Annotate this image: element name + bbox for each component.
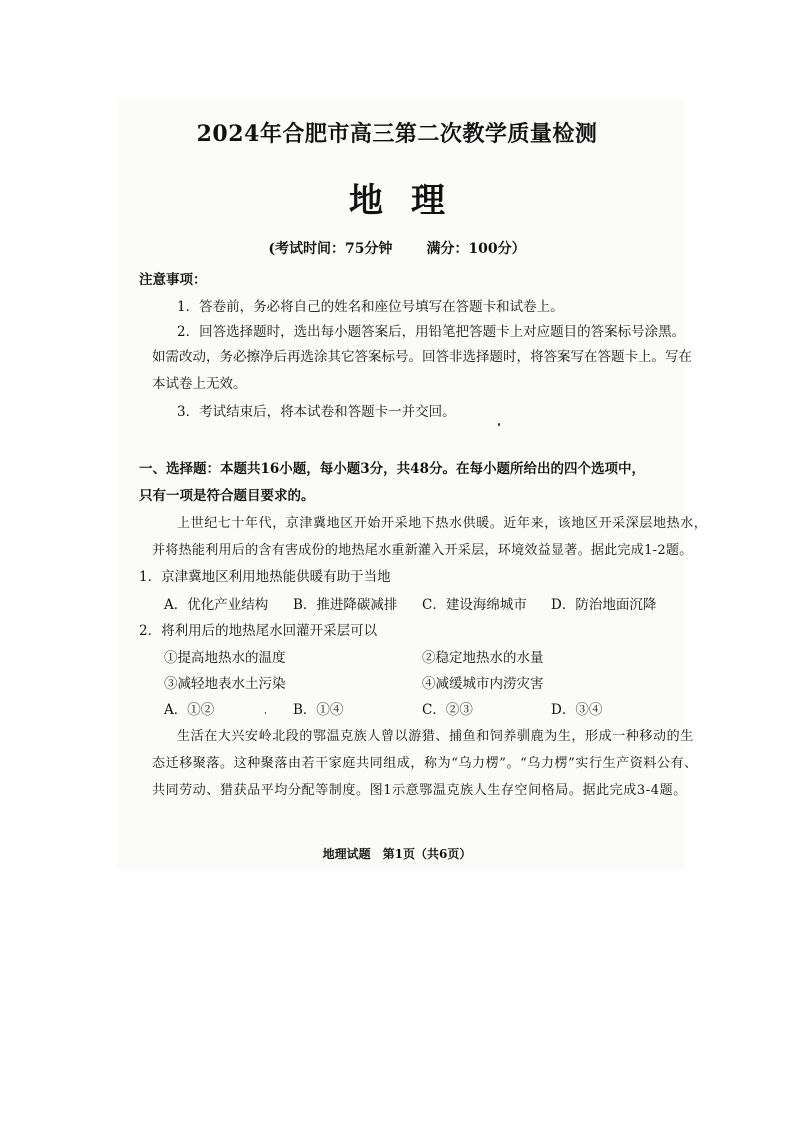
notes-heading: 注意事项： [139, 272, 207, 288]
passage-1-line-1: 上世纪七十年代，京津冀地区开始开采地下热水供暖。近年来，该地区开采深层地热水， [177, 516, 708, 531]
question-1-option-a: A．优化产业结构 [164, 597, 269, 613]
passage-2-line-1: 生活在大兴安岭北段的鄂温克族人曾以游猎、捕鱼和饲养驯鹿为生，形成一种移动的生 [177, 729, 694, 744]
question-2-statement-3: ③减轻地表水土污染 [164, 676, 286, 692]
question-1-stem: 1．京津冀地区利用地热能供暖有助于当地 [139, 569, 391, 585]
passage-2-line-2: 态迁移聚落。这种聚落由若干家庭共同组成，称为“乌力楞”。“乌力楞”实行生产资料公有、 [152, 756, 698, 771]
question-2-option-a: A．①② [164, 702, 215, 718]
passage-2-line-3: 共同劳动、猎获品平均分配等制度。图1示意鄂温克族人生存空间格局。据此完成3-4题。 [152, 783, 687, 798]
section-1-heading-line-1: 一、选择题：本题共16小题，每小题3分，共48分。在每小题所给出的四个选项中， [139, 461, 645, 477]
note-item-2-line-1: 2．回答选择题时，选出每小题答案后，用铅笔把答题卡上对应题目的答案标号涂黑。 [177, 324, 686, 340]
exam-time: (考试时间：75分钟 [268, 241, 393, 257]
subject-title: 地理 [349, 181, 473, 221]
question-2-statement-2: ②稳定地热水的水量 [422, 650, 544, 666]
question-1-option-d: D．防治地面沉降 [551, 597, 657, 613]
exam-info [0, 238, 794, 258]
question-1-option-b: B．推进降碳减排 [293, 597, 398, 613]
question-2-option-d: D．③④ [551, 702, 603, 718]
question-2-statement-1: ①提高地热水的温度 [164, 650, 286, 666]
section-1-heading-line-2: 只有一项是符合题目要求的。 [139, 488, 315, 504]
note-item-3: 3．考试结束后，将本试卷和答题卡一并交回。 [177, 404, 456, 420]
question-1-option-c: C．建设海绵城市 [422, 597, 527, 613]
exam-score: 满分：100分） [426, 241, 526, 257]
scan-speck [498, 423, 500, 426]
scan-speck [265, 712, 266, 714]
note-item-2-line-3: 本试卷上无效。 [152, 376, 247, 392]
note-item-1: 1．答卷前，务必将自己的姓名和座位号填写在答题卡和试卷上。 [177, 299, 564, 315]
note-item-2-line-2: 如需改动，务必擦净后再选涂其它答案标号。回答非选择题时，将答案写在答题卡上。写在 [152, 349, 692, 365]
page-footer: 地理试题 第1页（共6页） [322, 847, 472, 861]
question-2-option-b: B．①④ [293, 702, 344, 718]
question-2-option-c: C．②③ [422, 702, 473, 718]
question-2-stem: 2．将利用后的地热尾水回灌开采层可以 [139, 623, 378, 639]
exam-title: 2024年合肥市高三第二次教学质量检测 [196, 121, 598, 147]
passage-1-line-2: 并将热能利用后的含有害成份的地热尾水重新灌入开采层，环境效益显著。据此完成1-2题。 [152, 543, 693, 558]
question-2-statement-4: ④减缓城市内涝灾害 [422, 676, 544, 692]
